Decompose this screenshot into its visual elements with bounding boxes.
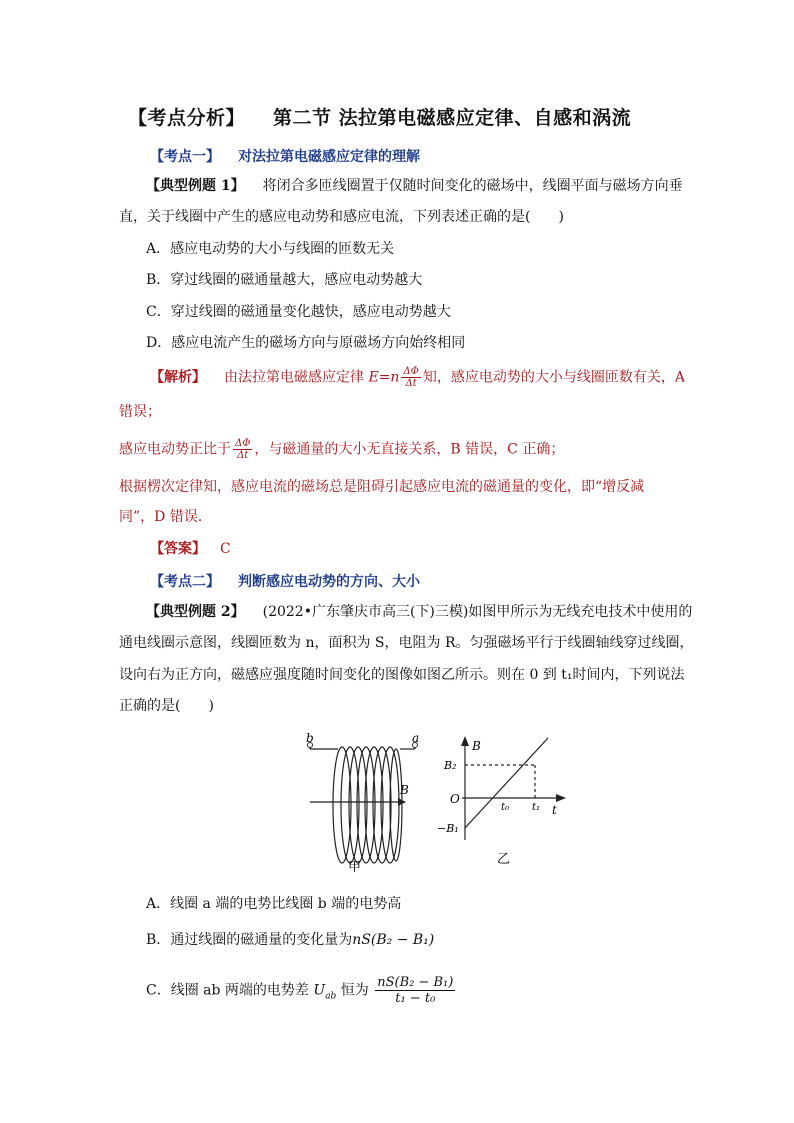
coil-end-b-label: b (306, 732, 314, 745)
title-left: 【考点分析】 (128, 107, 246, 129)
analysis-label: 【解析】 (150, 369, 206, 386)
section-tag: 【考点一】 (150, 149, 220, 165)
analysis-text: ，与磁通量的大小无直接关系，B 错误，C 正确； (254, 441, 565, 458)
fraction-denominator: Δt (405, 378, 417, 389)
coil-field-label: B (400, 783, 409, 797)
analysis-line-3 (119, 438, 564, 461)
analysis-line-2: 错误； (119, 404, 161, 420)
section-tag: 【考点二】 (150, 574, 220, 590)
figure-coil-and-graph (290, 732, 580, 872)
analysis-line-5: 同”，D 错误． (119, 509, 212, 525)
q1-option-c: C．穿过线圈的磁通量变化越快，感应电动势越大 (146, 304, 451, 320)
answer-value: C (220, 541, 231, 557)
flux-fraction (401, 366, 420, 389)
fraction-numerator: ΔΦ (235, 438, 251, 449)
q2-stem-text-1: (2022•广东肇庆市高三(下)三模)如图甲所示为无线充电技术中使用的 (262, 604, 693, 620)
answer-line (150, 539, 231, 559)
option-expression: nS(B₂ − B₁) (352, 932, 435, 948)
coil-caption: 甲 (348, 860, 362, 872)
analysis-text: 由法拉第电磁感应定律 (224, 369, 364, 386)
graph-b1-label: −B₁ (437, 822, 459, 835)
q2-option-c (146, 975, 457, 1006)
coil-end-a-label: a (412, 732, 420, 745)
fraction-numerator: nS(B₂ − B₁) (377, 975, 454, 990)
section-title: 判断感应电动势的方向、大小 (238, 574, 420, 590)
q2-stem-line-1 (146, 602, 692, 622)
option-text: 恒为 (340, 982, 369, 999)
option-symbol: U (313, 982, 326, 999)
x-axis-arrow-icon (556, 794, 566, 802)
page-title (128, 103, 631, 130)
fraction-denominator: Δt (237, 450, 249, 461)
analysis-text: 感应电动势正比于 (119, 441, 231, 458)
analysis-line-1 (150, 366, 685, 389)
answer-label: 【答案】 (150, 541, 206, 557)
graph-t1-label: t₁ (532, 802, 541, 813)
graph-t0-label: t₀ (501, 802, 510, 813)
q2-stem-line-3: 设向右为正方向，磁感应强度随时间变化的图像如图乙所示。则在 0 到 t₁时间内，下列说法 (119, 667, 685, 683)
analysis-line-4: 根据楞次定律知，感应电流的磁场总是阻碍引起感应电流的磁通量的变化，即“增反减 (119, 479, 645, 495)
formula-text: E=n (368, 369, 400, 386)
q2-label: 【典型例题 2】 (146, 604, 245, 620)
option-subscript: ab (325, 991, 337, 1002)
option-text: C．线圈 ab 两端的电势差 (146, 982, 309, 999)
option-text: B．通过线圈的磁通量的变化量为 (146, 932, 353, 948)
fraction-numerator: ΔΦ (403, 366, 419, 377)
q1-label: 【典型例题 1】 (146, 178, 245, 194)
y-axis-arrow-icon (461, 736, 469, 746)
emf-fraction (375, 975, 455, 1006)
title-right: 第二节 法拉第电磁感应定律、自感和涡流 (273, 107, 632, 129)
q1-option-a: A．感应电动势的大小与线圈的匝数无关 (146, 241, 395, 257)
section-heading-1 (150, 146, 420, 166)
q1-stem-line-2: 直，关于线圈中产生的感应电动势和感应电流，下列表述正确的是( ) (119, 209, 564, 225)
graph-y-axis-label: B (472, 739, 481, 753)
q1-option-d: D．感应电流产生的磁场方向与原磁场方向始终相同 (146, 335, 466, 351)
graph-x-axis-label: t (552, 803, 557, 817)
graph-origin-label: O (450, 792, 460, 806)
graph-b2-label: B₂ (444, 759, 457, 772)
q2-option-b (146, 929, 434, 949)
graph-caption: 乙 (497, 852, 511, 867)
q2-stem-line-4: 正确的是( ) (119, 698, 214, 714)
b-t-graph (462, 738, 558, 840)
q2-stem-line-2: 通电线圈示意图，线圈匝数为 n，面积为 S，电阻为 R。匀强磁场平行于线圈轴线穿过线圈， (119, 635, 694, 651)
section-title: 对法拉第电磁感应定律的理解 (238, 149, 420, 165)
flux-fraction (233, 438, 252, 461)
section-heading-2 (150, 571, 420, 591)
q1-option-b: B．穿过线圈的磁通量越大，感应电动势越大 (146, 272, 423, 288)
q2-option-a: A．线圈 a 端的电势比线圈 b 端的电势高 (146, 896, 402, 912)
fraction-denominator: t₁ − t₀ (395, 991, 436, 1006)
analysis-text: 知，感应电动势的大小与线圈匝数有关，A (422, 369, 685, 386)
q1-stem-line-1 (146, 176, 683, 196)
q1-stem-text-1: 将闭合多匝线圈置于仅随时间变化的磁场中，线圈平面与磁场方向垂 (262, 178, 683, 194)
